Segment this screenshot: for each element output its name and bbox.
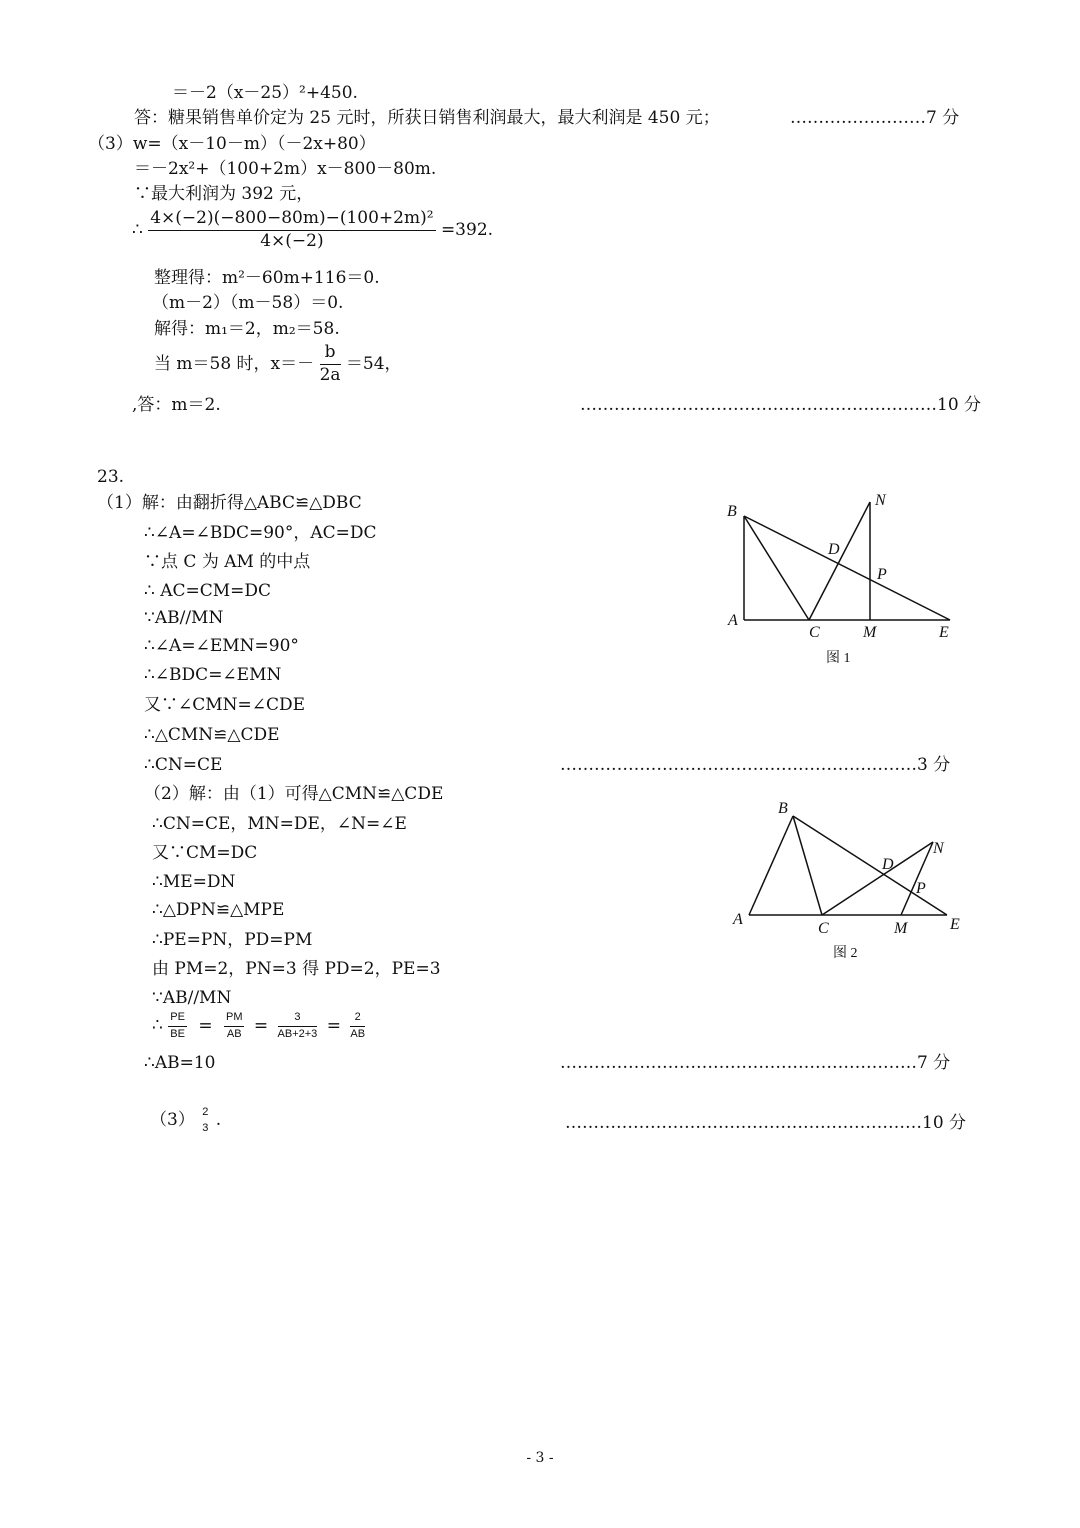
therefore-symbol: ∴ xyxy=(152,1015,163,1036)
part3-denominator: 3 xyxy=(202,1121,209,1134)
page-number: - 3 - xyxy=(526,1450,554,1466)
fraction-result: =392. xyxy=(440,219,494,240)
ratio-numerator: 2 xyxy=(350,1012,365,1027)
part3-numerator: 2 xyxy=(202,1106,209,1118)
q23-ab-result: ∴AB=10 xyxy=(144,1053,216,1073)
figure-caption: 图 2 xyxy=(833,946,858,961)
q23-p2-line: ∴△DPN≌△MPE xyxy=(152,900,285,920)
segment-bc xyxy=(793,816,822,915)
label-b: B xyxy=(727,503,737,520)
label-n: N xyxy=(875,492,886,509)
q22-vertex-line xyxy=(154,344,402,385)
ratio-denominator: AB xyxy=(350,1027,366,1040)
q23-p1-line: ∴△CMN≌△CDE xyxy=(144,725,280,745)
label-c: C xyxy=(809,624,820,641)
ratio-numerator: PM xyxy=(224,1012,245,1027)
q23-p1-line: ∴ AC=CM=DC xyxy=(144,581,272,601)
q22-factor-line: （m－2）（m－58）＝0. xyxy=(152,293,344,313)
q23-p2-line: ∴PE=PN，PD=PM xyxy=(152,930,313,950)
q23-p2-line: ∴CN=CE，MN=DE，∠N=∠E xyxy=(152,814,407,834)
q23-ratio-line xyxy=(152,1012,365,1040)
q22-line-1: ＝－2（x－25）²+450. xyxy=(172,83,358,103)
label-b: B xyxy=(778,800,788,817)
label-m: M xyxy=(894,920,908,937)
segment-be xyxy=(793,816,947,915)
label-d: D xyxy=(882,856,894,873)
ratio-numerator: 3 xyxy=(278,1012,318,1027)
q23-p1-line: ∴∠A=∠BDC=90°，AC=DC xyxy=(144,523,377,543)
part3-suffix: . xyxy=(215,1110,222,1131)
q23-p2-line: ∴ME=DN xyxy=(152,872,236,892)
q22-expand-line: ＝－2x²+（100+2m）x－800－80m. xyxy=(134,159,437,179)
label-c: C xyxy=(818,920,829,937)
ratio-fraction-pe-be xyxy=(168,1012,187,1040)
label-a: A xyxy=(728,612,738,629)
figure-1 xyxy=(720,488,970,673)
vertex-denominator: 2a xyxy=(319,364,341,385)
q23-number: 23. xyxy=(97,467,125,487)
q23-p1-line: 又∵∠CMN=∠CDE xyxy=(144,695,306,715)
segment-be xyxy=(744,516,950,620)
q23-p1-line: ∴∠A=∠EMN=90° xyxy=(144,636,299,656)
q22-score-7: ……………………7 分 xyxy=(790,108,960,128)
vertex-numerator: b xyxy=(320,344,341,365)
q22-score-10: ………………………………………………………10 分 xyxy=(580,395,982,415)
q22-final-answer: ,答：m＝2. xyxy=(132,395,221,415)
q22-part3-line: （3）w=（x－10－m）（－2x+80） xyxy=(88,134,376,154)
q23-p1-line: ∵点 C 为 AM 的中点 xyxy=(144,552,311,572)
max-value-fraction xyxy=(148,210,435,251)
q22-answer-line: 答：糖果销售单价定为 25 元时，所获日销售利润最大，最大利润是 450 元； xyxy=(134,108,720,128)
figure-2 xyxy=(725,795,970,965)
label-p: P xyxy=(916,880,926,897)
segment-ab xyxy=(749,816,793,915)
q23-score-3: ………………………………………………………3 分 xyxy=(560,755,951,775)
q22-simplify-line: 整理得：m²－60m+116＝0. xyxy=(154,268,380,288)
therefore-symbol: ∴ xyxy=(132,219,143,240)
q22-fraction-line xyxy=(132,210,493,251)
q23-p2-line: 又∵CM=DC xyxy=(152,843,258,863)
q22-solve-line: 解得：m₁＝2，m₂＝58. xyxy=(154,319,340,339)
figure-caption: 图 1 xyxy=(826,651,851,666)
q23-score-10: ………………………………………………………10 分 xyxy=(565,1113,967,1133)
ratio-denominator: AB xyxy=(226,1027,242,1040)
q23-p2-line: （2）解：由（1）可得△CMN≌△CDE xyxy=(144,784,444,804)
vertex-prefix: 当 m＝58 时，x＝－ xyxy=(154,353,315,374)
equals-sign: = xyxy=(198,1015,213,1036)
equals-sign: = xyxy=(253,1015,269,1036)
q22-max-profit-line: ∵最大利润为 392 元， xyxy=(134,184,314,204)
ratio-denominator: AB+2+3 xyxy=(277,1027,318,1040)
ratio-numerator: PE xyxy=(168,1012,187,1027)
label-a: A xyxy=(733,911,743,928)
vertex-suffix: ＝54， xyxy=(345,353,402,374)
q23-p1-line: ∴CN=CE xyxy=(144,755,223,775)
ratio-fraction-3 xyxy=(278,1012,318,1040)
q23-p1-line: ∴∠BDC=∠EMN xyxy=(144,665,282,685)
ratio-fraction-pm-ab xyxy=(224,1012,245,1040)
label-m: M xyxy=(863,624,877,641)
q23-p2-line: ∵AB//MN xyxy=(152,988,232,1008)
ratio-fraction-2 xyxy=(350,1012,365,1040)
label-d: D xyxy=(828,541,840,558)
part3-prefix: （3） xyxy=(150,1110,195,1131)
label-e: E xyxy=(950,916,960,933)
equals-sign: = xyxy=(326,1015,341,1036)
q23-score-7: ………………………………………………………7 分 xyxy=(560,1053,951,1073)
fraction-denominator: 4×(−2) xyxy=(260,230,324,251)
label-p: P xyxy=(877,566,887,583)
label-n: N xyxy=(933,840,944,857)
ratio-denominator: BE xyxy=(170,1027,185,1040)
q23-part3 xyxy=(150,1107,221,1134)
q23-p1-line: （1）解：由翻折得△ABC≌△DBC xyxy=(97,493,362,513)
fraction-numerator: 4×(−2)(−800−80m)−(100+2m)² xyxy=(148,210,435,231)
label-e: E xyxy=(939,624,949,641)
segment-cn xyxy=(809,502,870,620)
q23-p2-line: 由 PM=2，PN=3 得 PD=2，PE=3 xyxy=(152,959,441,979)
part3-fraction xyxy=(200,1107,210,1134)
q23-p1-line: ∵AB//MN xyxy=(144,608,224,628)
vertex-fraction xyxy=(320,344,341,385)
